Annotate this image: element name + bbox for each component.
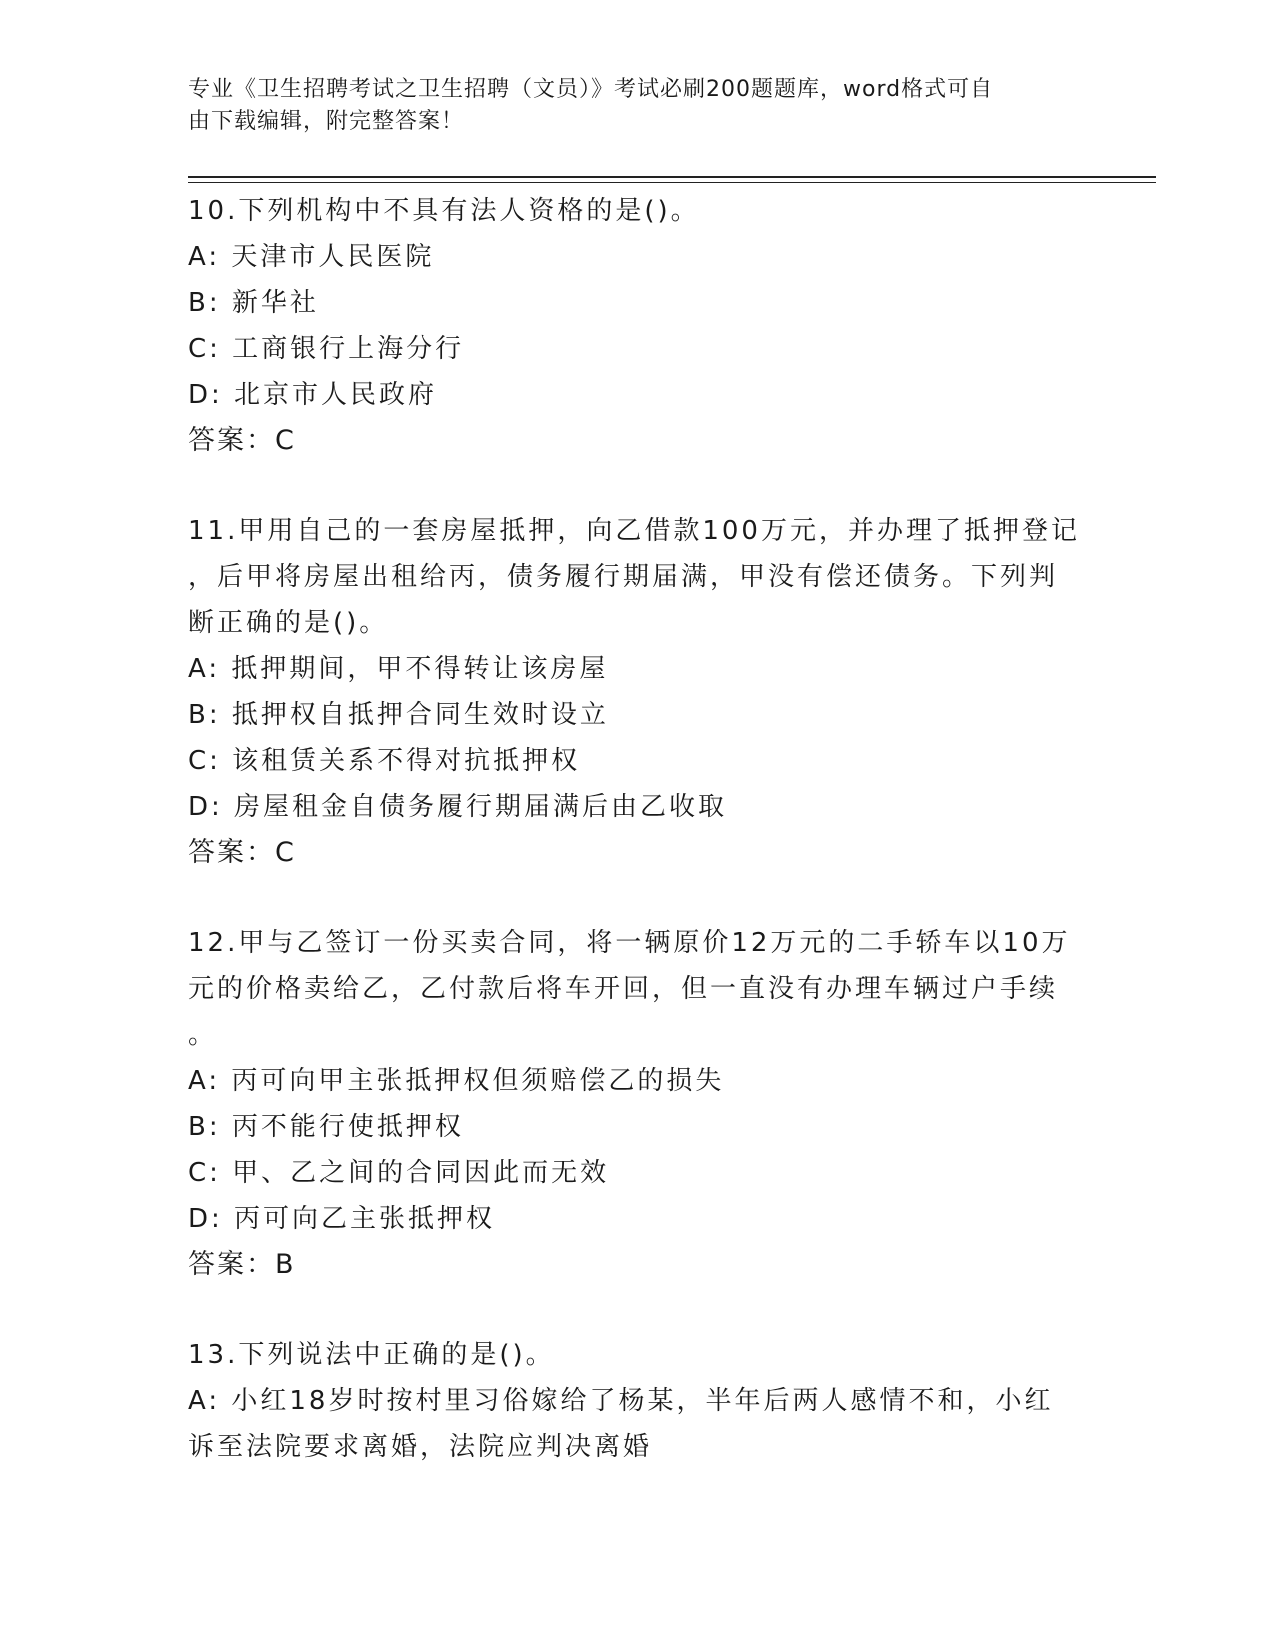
question-stem-line-1: 11.甲用自己的一套房屋抵押，向乙借款100万元，并办理了抵押登记 [188, 516, 1080, 546]
question-stem-line-1: 12.甲与乙签订一份买卖合同，将一辆原价12万元的二手轿车以10万 [188, 928, 1071, 958]
answer: 答案：C [188, 425, 296, 456]
option-a: A: 天津市人民医院 [188, 242, 435, 272]
question-stem-line-3: 。 [188, 1020, 218, 1050]
option-c: C: 该租赁关系不得对抗抵押权 [188, 746, 581, 776]
question-10 [188, 188, 1088, 464]
option-d: D: 房屋租金自债务履行期届满后由乙收取 [188, 792, 728, 822]
option-d: D: 丙可向乙主张抵押权 [188, 1204, 496, 1234]
option-a: A: 丙可向甲主张抵押权但须赔偿乙的损失 [188, 1066, 725, 1096]
question-11 [188, 508, 1088, 876]
question-13 [188, 1332, 1088, 1470]
header-line-2: 由下载编辑，附完整答案！ [188, 109, 465, 134]
option-c: C: 甲、乙之间的合同因此而无效 [188, 1158, 610, 1188]
option-b: B: 抵押权自抵押合同生效时设立 [188, 700, 609, 730]
document-header [188, 74, 1068, 138]
question-stem-line-2: 元的价格卖给乙，乙付款后将车开回，但一直没有办理车辆过户手续 [188, 974, 1059, 1004]
header-line-1: 专业《卫生招聘考试之卫生招聘（文员）》考试必刷200题题库，word格式可自 [188, 77, 994, 102]
question-12 [188, 920, 1088, 1288]
question-list [188, 188, 1088, 1514]
question-stem: 10.下列机构中不具有法人资格的是()。 [188, 196, 700, 226]
option-a: A: 抵押期间，甲不得转让该房屋 [188, 654, 609, 684]
question-stem-line-2: ，后甲将房屋出租给丙，债务履行期届满，甲没有偿还债务。下列判 [188, 562, 1059, 592]
question-stem: 13.下列说法中正确的是()。 [188, 1340, 555, 1370]
header-divider-thin [188, 182, 1156, 183]
option-b: B: 新华社 [188, 288, 319, 318]
option-b: B: 丙不能行使抵押权 [188, 1112, 464, 1142]
option-d: D: 北京市人民政府 [188, 380, 438, 410]
answer: 答案：C [188, 837, 296, 868]
question-stem-line-3: 断正确的是()。 [188, 608, 389, 638]
option-a-line-1: A: 小红18岁时按村里习俗嫁给了杨某，半年后两人感情不和，小红 [188, 1386, 1054, 1416]
option-c: C: 工商银行上海分行 [188, 334, 465, 364]
option-a-line-2: 诉至法院要求离婚，法院应判决离婚 [188, 1432, 653, 1462]
header-divider-thick [188, 176, 1156, 178]
answer: 答案：B [188, 1249, 296, 1280]
